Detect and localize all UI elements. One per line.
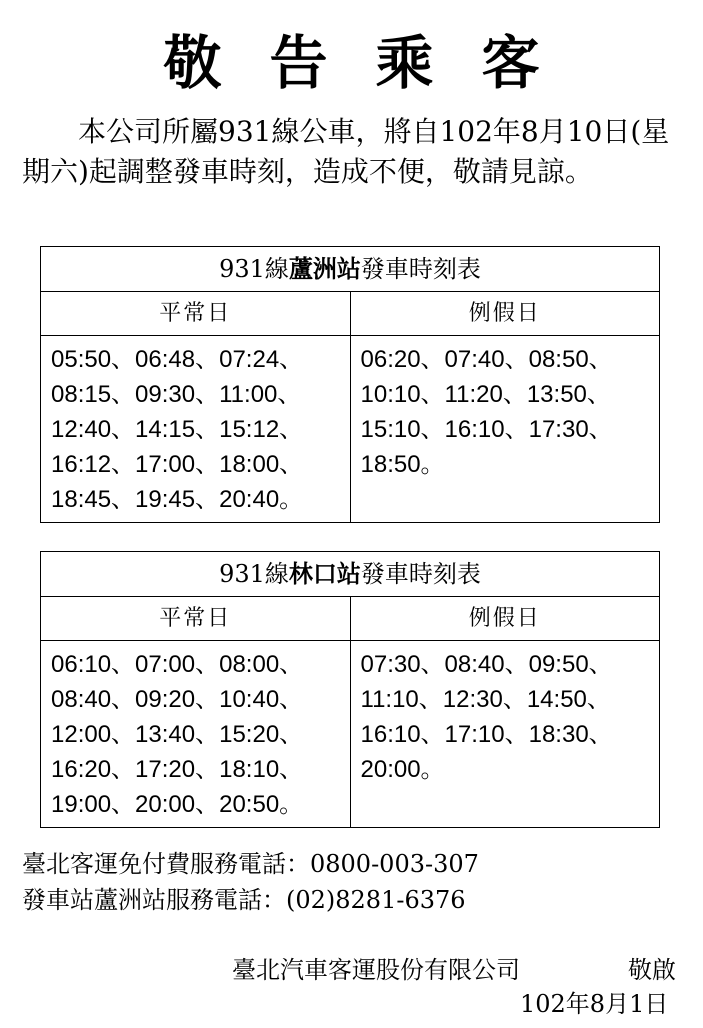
time-line: 12:00、13:40、15:20、 — [51, 721, 304, 748]
time-line: 10:10、11:20、13:50、 — [360, 381, 611, 408]
company-name: 臺北汽車客運股份有限公司 — [232, 956, 520, 984]
time-line: 18:45、19:45、20:40。 — [51, 486, 304, 513]
notice-body: 本公司所屬931線公車，將自102年8月10日(星期六)起調整發車時刻，造成不便，敬請見諒。 — [22, 115, 670, 188]
holiday-times — [350, 336, 660, 523]
notice-title: 敬告乘客 — [163, 29, 588, 97]
weekday-times — [41, 641, 351, 828]
route-name: 931線 — [219, 255, 289, 283]
station-name: 蘆洲站 — [288, 255, 361, 283]
station-phone: 發車站蘆洲站服務電話：(02)8281-6376 — [22, 886, 466, 914]
time-line: 05:50、06:48、07:24、 — [51, 346, 304, 373]
time-line: 08:40、09:20、10:40、 — [51, 686, 304, 713]
time-line: 08:15、09:30、11:00、 — [51, 381, 302, 408]
weekday-times — [41, 336, 351, 523]
time-line: 16:10、17:10、18:30、 — [360, 721, 613, 748]
table-title-suffix: 發車時刻表 — [360, 255, 481, 283]
table-title-suffix: 發車時刻表 — [360, 560, 481, 588]
time-line: 18:50。 — [360, 451, 445, 478]
linkou-table-title — [41, 552, 660, 597]
luzhou-schedule-table — [40, 246, 660, 523]
linkou-schedule-table — [40, 551, 660, 828]
respectful-closing: 敬啟 — [628, 956, 676, 984]
time-line: 07:30、08:40、09:50、 — [360, 651, 613, 678]
notice-date: 102年8月1日 — [520, 990, 669, 1018]
time-line: 12:40、14:15、15:12、 — [51, 416, 304, 443]
time-line: 19:00、20:00、20:50。 — [51, 791, 304, 818]
time-line: 16:20、17:20、18:10、 — [51, 756, 304, 783]
holiday-times — [350, 641, 660, 828]
time-line: 06:10、07:00、08:00、 — [51, 651, 304, 678]
route-name: 931線 — [219, 560, 289, 588]
weekday-header: 平常日 — [41, 597, 351, 641]
time-line: 15:10、16:10、17:30、 — [360, 416, 613, 443]
time-line: 11:10、12:30、14:50、 — [360, 686, 611, 713]
time-line: 16:12、17:00、18:00、 — [51, 451, 304, 478]
toll-free-phone: 臺北客運免付費服務電話：0800-003-307 — [22, 850, 479, 878]
station-name: 林口站 — [288, 560, 361, 588]
luzhou-table-title — [41, 247, 660, 292]
holiday-header: 例假日 — [350, 292, 660, 336]
weekday-header: 平常日 — [41, 292, 351, 336]
time-line: 20:00。 — [360, 756, 445, 783]
holiday-header: 例假日 — [350, 597, 660, 641]
service-phones — [22, 846, 479, 918]
time-line: 06:20、07:40、08:50、 — [360, 346, 613, 373]
